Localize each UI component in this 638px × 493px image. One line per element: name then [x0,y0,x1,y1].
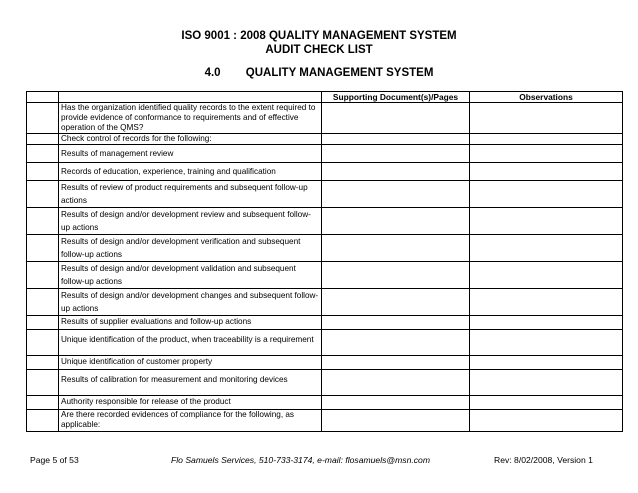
row-number-cell [27,163,59,181]
supporting-documents-cell[interactable] [322,289,470,316]
question-cell: Authority responsible for release of the product [59,396,322,410]
table-row [27,330,623,356]
column-header-number [27,92,59,103]
question-cell: Has the organization identified quality records to the extent required to provide evidence of conformance to requirements and of effective operation of the QMS? [59,103,322,134]
observations-cell[interactable] [470,163,623,181]
revision-info: Rev: 8/02/2008, Version 1 [494,455,593,465]
table-row [27,235,623,262]
row-number-cell [27,145,59,163]
question-cell: Results of calibration for measurement and monitoring devices [59,370,322,396]
row-number-cell [27,316,59,330]
question-cell: Results of design and/or development changes and subsequent follow-up actions [59,289,322,316]
table-row [27,208,623,235]
row-number-cell [27,289,59,316]
column-header-supporting-documents: Supporting Document(s)/Pages [322,92,470,103]
supporting-documents-cell[interactable] [322,163,470,181]
page-number: Page 5 of 53 [30,455,79,465]
observations-cell[interactable] [470,330,623,356]
table-row [27,145,623,163]
row-number-cell [27,208,59,235]
observations-cell[interactable] [470,396,623,410]
question-cell: Results of management review [59,145,322,163]
row-number-cell [27,356,59,370]
question-cell: Unique identification of customer property [59,356,322,370]
observations-cell[interactable] [470,103,623,134]
table-row [27,289,623,316]
supporting-documents-cell[interactable] [322,410,470,432]
row-number-cell [27,181,59,208]
supporting-documents-cell[interactable] [322,262,470,289]
audit-checklist-table [26,91,623,432]
observations-cell[interactable] [470,181,623,208]
supporting-documents-cell[interactable] [322,235,470,262]
observations-cell[interactable] [470,208,623,235]
question-cell: Records of education, experience, training and qualification [59,163,322,181]
table-row [27,316,623,330]
row-number-cell [27,262,59,289]
question-cell: Results of supplier evaluations and follow-up actions [59,316,322,330]
table-row [27,262,623,289]
question-cell: Check control of records for the following: [59,134,322,145]
column-header-question [59,92,322,103]
table-row [27,181,623,208]
row-number-cell [27,330,59,356]
row-number-cell [27,396,59,410]
observations-cell[interactable] [470,145,623,163]
question-cell: Are there recorded evidences of compliance for the following, as applicable: [59,410,322,432]
question-cell: Results of design and/or development verification and subsequent follow-up actions [59,235,322,262]
question-cell: Results of design and/or development review and subsequent follow-up actions [59,208,322,235]
supporting-documents-cell[interactable] [322,145,470,163]
document-title: ISO 9001 : 2008 QUALITY MANAGEMENT SYSTEM [181,30,457,42]
supporting-documents-cell[interactable] [322,356,470,370]
supporting-documents-cell[interactable] [322,208,470,235]
supporting-documents-cell[interactable] [322,316,470,330]
supporting-documents-cell[interactable] [322,370,470,396]
supporting-documents-cell[interactable] [322,181,470,208]
row-number-cell [27,235,59,262]
table-row [27,396,623,410]
table-row [27,163,623,181]
table-row [27,410,623,432]
observations-cell[interactable] [470,235,623,262]
table-header-row [27,92,623,103]
observations-cell[interactable] [470,262,623,289]
table-row [27,134,623,145]
row-number-cell [27,103,59,134]
question-cell: Unique identification of the product, when traceability is a requirement [59,330,322,356]
observations-cell[interactable] [470,356,623,370]
document-subtitle: AUDIT CHECK LIST [265,44,373,56]
section-heading [0,67,638,79]
observations-cell[interactable] [470,410,623,432]
question-cell: Results of review of product requirements and subsequent follow-up actions [59,181,322,208]
supporting-documents-cell[interactable] [322,134,470,145]
company-contact: Flo Samuels Services, 510-733-3174, e-mail: flosamuels@msn.com [171,455,430,465]
question-cell: Results of design and/or development validation and subsequent follow-up actions [59,262,322,289]
table-row [27,356,623,370]
row-number-cell [27,410,59,432]
supporting-documents-cell[interactable] [322,103,470,134]
table-row [27,370,623,396]
observations-cell[interactable] [470,370,623,396]
section-title: QUALITY MANAGEMENT SYSTEM [245,67,434,79]
row-number-cell [27,370,59,396]
supporting-documents-cell[interactable] [322,330,470,356]
observations-cell[interactable] [470,134,623,145]
observations-cell[interactable] [470,316,623,330]
section-number: 4.0 [204,67,221,79]
observations-cell[interactable] [470,289,623,316]
table-row [27,103,623,134]
row-number-cell [27,134,59,145]
column-header-observations: Observations [470,92,623,103]
supporting-documents-cell[interactable] [322,396,470,410]
